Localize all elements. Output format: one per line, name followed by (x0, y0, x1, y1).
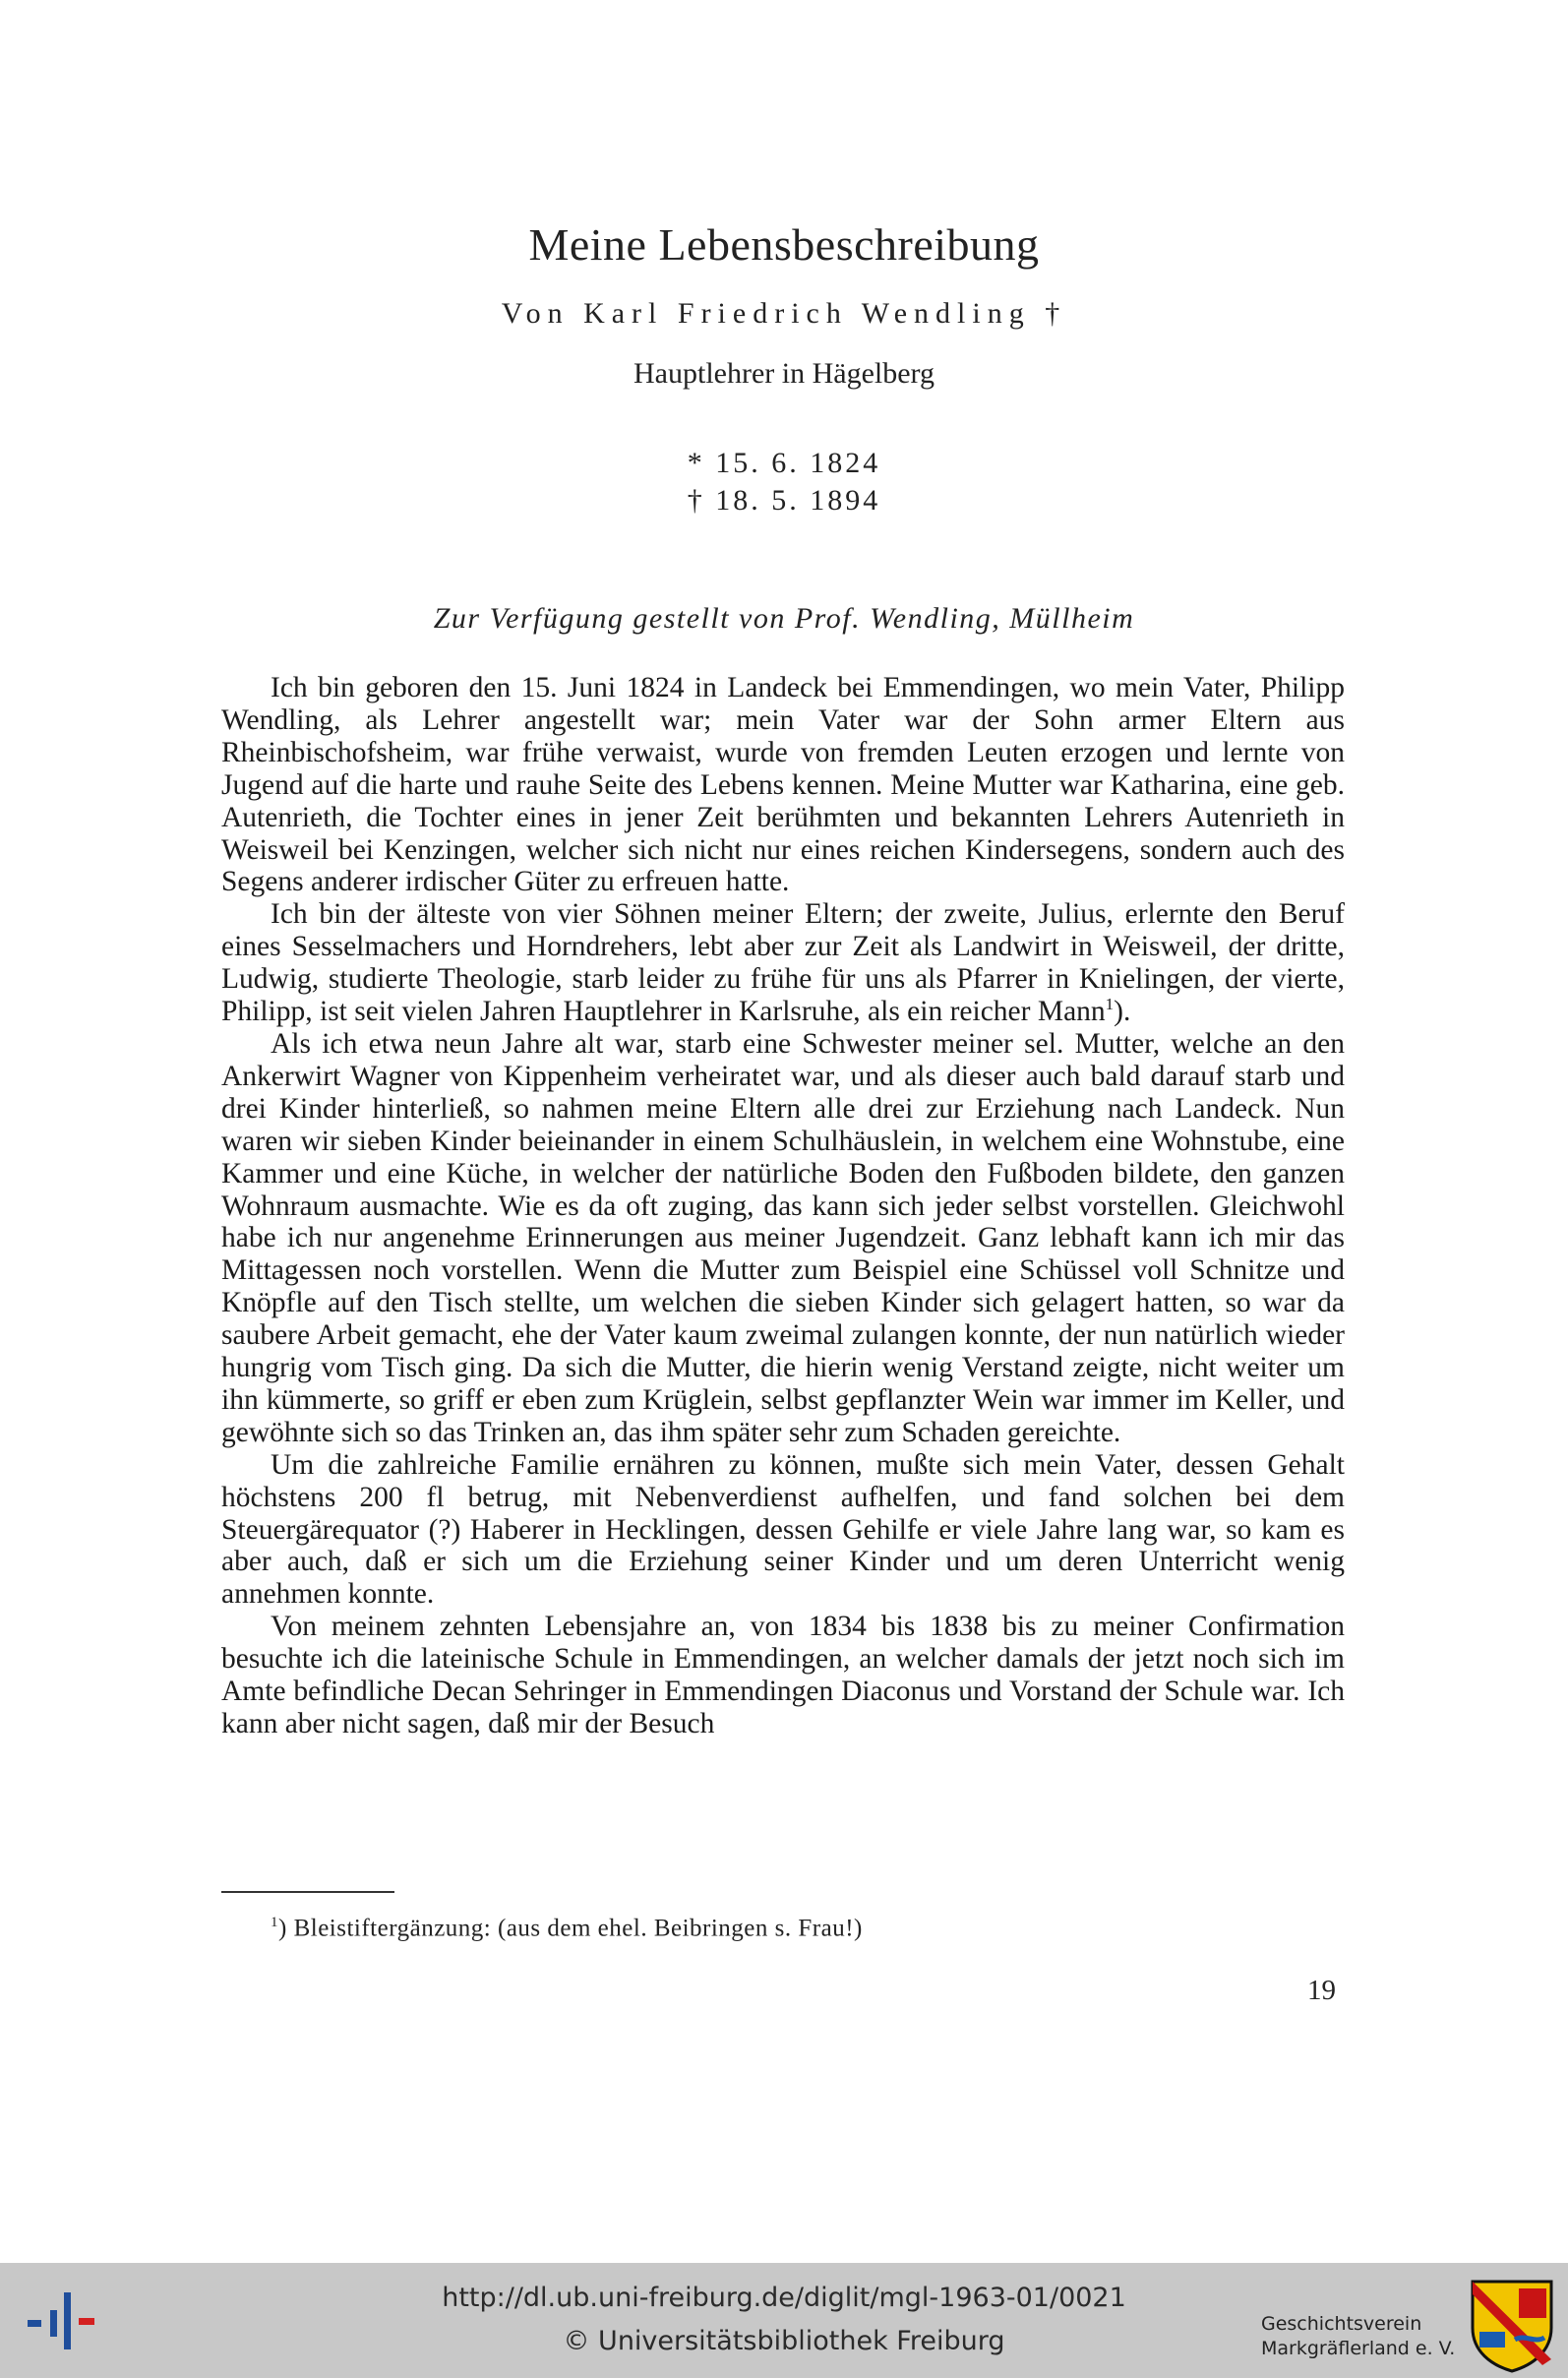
article-title: Meine Lebensbeschreibung (528, 219, 1040, 270)
coat-of-arms-icon (1470, 2279, 1554, 2373)
copyright-text: © Universitätsbibliothek Freiburg (563, 2326, 1005, 2356)
life-dates (0, 445, 1568, 519)
paragraph: Von meinem zehnten Lebensjahre an, von 1834 bis 1838 bis zu meiner Confirmation besuchte ich die lateinische Schule in Emmendingen, an welcher damals der jetzt noch sich im Amte befindliche Decan Sehringer in Emmendingen Diaconus und Vorstand der Schule war. Ich kann aber nicht sagen, daß mir der Besuch (221, 1611, 1345, 1739)
footnote-divider (221, 1891, 394, 1893)
article-author: Von Karl Friedrich Wendling † (501, 297, 1067, 330)
paragraph: Ich bin der älteste von vier Söhnen meiner Eltern; der zweite, Julius, erlernte den Beruf eines Sesselmachers und Horndrehers, lebt aber zur Zeit als Landwirt in Weisweil, der dritte, Ludwig, studierte Theologie, starb leider zu frühe für uns als Pfarrer in Knielingen, der vierte, Philipp, ist seit vielen Jahren Hauptlehrer in Karlsruhe, als ein reicher Mann$^1$). (221, 898, 1345, 1028)
death-date: † 18. 5. 1894 (687, 484, 881, 517)
paragraph: Ich bin geboren den 15. Juni 1824 in Landeck bei Emmendingen, wo mein Vater, Philipp Wendling, als Lehrer angestellt war; mein Vater war der Sohn armer Eltern aus Rheinbischofsheim, war frühe verwaist, wurde von fremden Leuten erzogen und lernte von Jugend auf die harte und rauhe Seite des Lebens kennen. Meine Mutter war Katharina, eine geb. Autenrieth, die Tochter eines in jener Zeit berühmten und bekannten Lehrers Autenrieth in Weisweil bei Kenzingen, welcher sich nicht nur eines reichen Kindersegens, sondern auch des Segens anderer irdischer Güter zu erfreuen hatte. (221, 672, 1345, 898)
paragraph: Als ich etwa neun Jahre alt war, starb eine Schwester meiner sel. Mutter, welche an den Ankerwirt Wagner von Kippenheim verheiratet war, und als dieser auch bald darauf starb und drei Kinder hinterließ, so nahmen meine Eltern alle drei zur Erziehung nach Landeck. Nun waren wir sieben Kinder beieinander in einem Schulhäuslein, in welchem eine Wohnstube, eine Kammer und eine Küche, in welcher der natürliche Boden den Fußboden bildete, den ganzen Wohnraum ausmachte. Wie es da oft zuging, das kann sich jeder selbst vorstellen. Gleichwohl habe ich nur angenehme Erinnerungen aus meiner Jugendzeit. Ganz lebhaft kann ich mir das Mittagessen noch vorstellen. Wenn die Mutter zum Beispiel eine Schüssel voll Schnitze und Knöpfle auf den Tisch stellte, um welchen die sieben Kinder sich gelagert hatten, so war da saubere Arbeit gemacht, ehe der Vater kaum zweimal zulangen konnte, der nun natürlich wieder hungrig vom Tisch ging. Da sich die Mutter, die hierin wenig Verstand zeigte, nicht weiter um ihn kümmerte, so griff er eben zum Krüglein, selbst gepflanzter Wein war immer im Keller, und gewöhnte sich so das Trinken an, das ihm später sehr zum Schaden gereichte. (221, 1027, 1345, 1448)
article-body (221, 672, 1345, 1740)
footnote (271, 1915, 863, 1942)
page-number: 19 (1307, 1975, 1336, 2006)
provided-by-note: Zur Verfügung gestellt von Prof. Wendling, Müllheim (433, 602, 1135, 635)
footnote-text: ) Bleistiftergänzung: (aus dem ehel. Beibringen s. Frau!) (278, 1915, 863, 1942)
viewer-footer-bar (0, 2263, 1568, 2378)
paragraph: Um die zahlreiche Familie ernähren zu können, mußte sich mein Vater, dessen Gehalt höchstens 200 fl betrug, mit Nebenverdienst aufhelfen, und fand solchen bei dem Steuergärequator (?) Haberer in Hecklingen, dessen Gehilfe er viele Jahre lang war, so kam es aber auch, daß er sich um die Erziehung seiner Kinder und um deren Unterricht wenig annehmen konnte. (221, 1448, 1345, 1611)
author-role: Hauptlehrer in Hägelberg (633, 357, 935, 390)
permalink-url[interactable]: http://dl.ub.uni-freiburg.de/diglit/mgl-1963-01/0021 (442, 2283, 1126, 2313)
footnote-reference[interactable]: 1 (1105, 995, 1115, 1014)
society-name: Geschichtsverein Markgräflerland e. V. (1261, 2313, 1456, 2359)
birth-date: * 15. 6. 1824 (687, 447, 881, 479)
footnote-mark: 1 (271, 1915, 278, 1930)
